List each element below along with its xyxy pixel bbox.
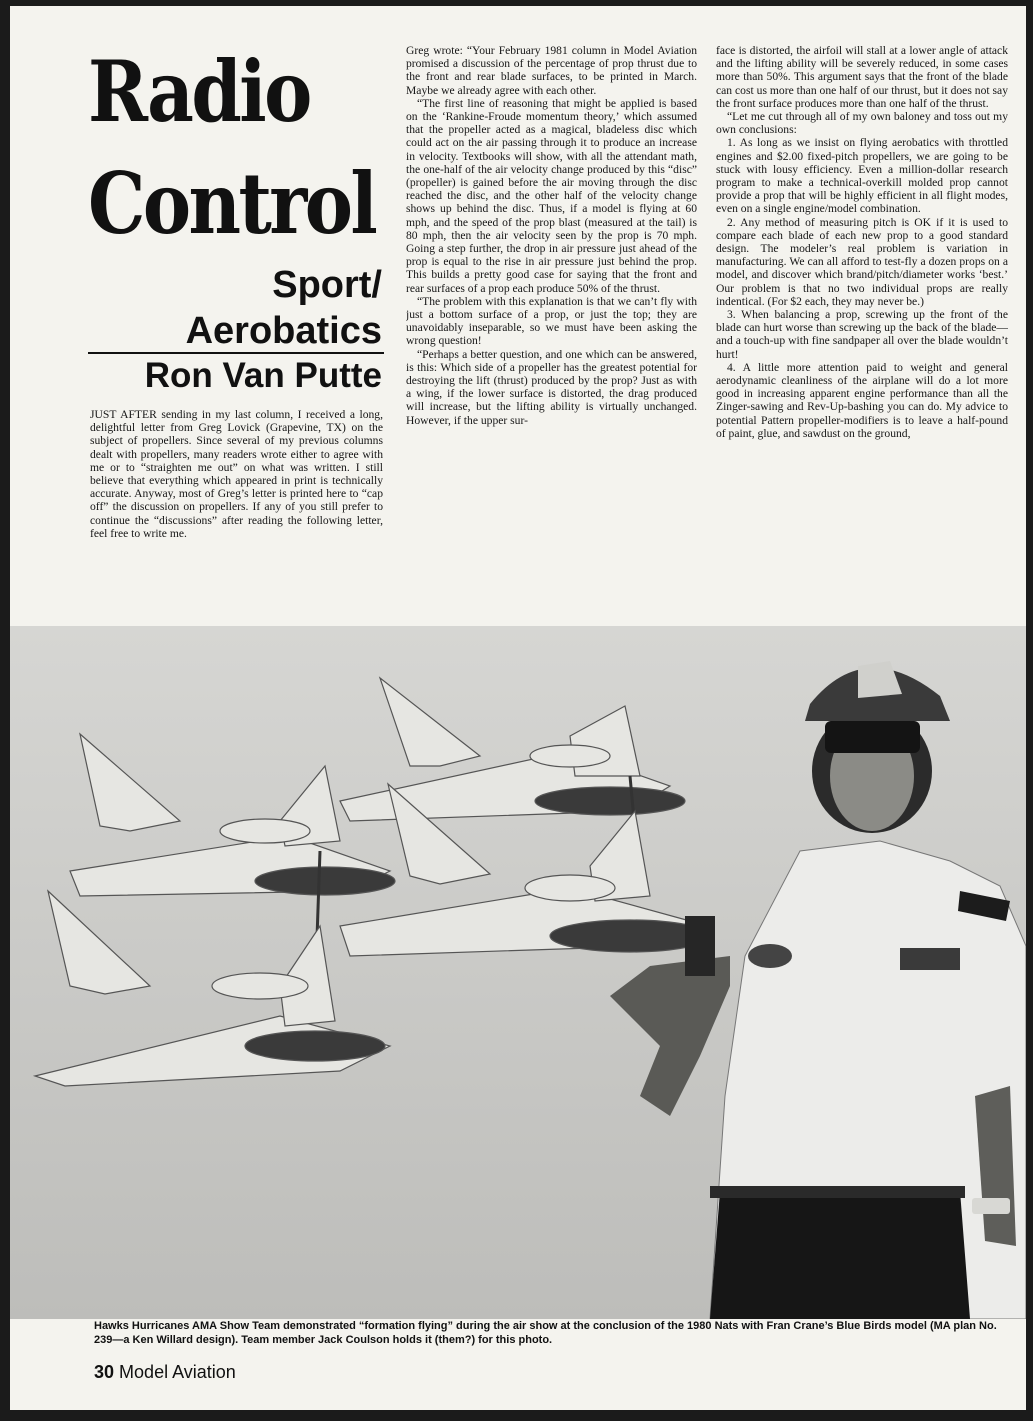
article-paragraph: 3. When balancing a prop, screwing up the front of the blade can hurt worse than screwing up the back of the blade—and a touch-up with fine sandpaper all over the blade wouldn’t hurt!: [716, 308, 1008, 361]
photo-caption: Hawks Hurricanes AMA Show Team demonstrated “formation flying” during the air show at the conclusion of the 1980 Nats with Fran Crane’s Blue Birds model (MA plan No. 239—a Ken Willard design). Team member Jack Coulson holds it (them?) for this photo.: [94, 1320, 997, 1346]
article-paragraph: “Let me cut through all of my own baloney and toss out my own conclusions:: [716, 110, 1008, 137]
page-footer: [94, 1362, 236, 1383]
article-paragraph: face is distorted, the airfoil will stall at a lower angle of attack and the lifting ability will be severely reduced, in some cases more than 50%. This argument says that the front of the blade can cost us more than one half of our thrust, but it does not say the front surface produces more than one half of the thrust.: [716, 44, 1008, 110]
article-column-2: [406, 44, 697, 622]
article-paragraph: “Perhaps a better question, and one which can be answered, is this: Which side of a propeller has the greatest potential for destroying the lift (thrust) produced by the prop? Just as with a wing, if the lower surface is distorted, the drag produced will increase, but the lifting ability is virtually unchanged. However, if the upper sur-: [406, 347, 697, 427]
title-divider: [88, 352, 384, 354]
article-photo: [10, 626, 1026, 1319]
magazine-page: [10, 6, 1026, 1410]
column-subtitle-line-1: Sport/: [272, 264, 382, 306]
column-subtitle-line-2: Aerobatics: [185, 310, 382, 352]
article-column-3: [716, 44, 1008, 622]
article-paragraph: JUST AFTER sending in my last column, I received a long, delightful letter from Greg Lovick (Grapevine, TX) on the subject of propellers. Since several of my previous columns dealt with propellers, many readers wrote either to agree with me or to “straighten me out” on what was written. I still believe that everything which appeared in print is technically accurate. Anyway, most of Greg’s letter is printed here to “cap off” the discussion on propellers. If any of you still prefer to continue the “discussions” after reading the following letter, feel free to write me.: [90, 408, 383, 540]
article-paragraph: “The problem with this explanation is that we can’t fly with just a bottom surface of a prop, or just the top; they are unavoidably inseparable, so we must have been asking the wrong question!: [406, 294, 697, 348]
article-paragraph: 4. A little more attention paid to weight and general aerodynamic cleanliness of the airplane will do a lot more good in increasing apparent engine performance than all the Zinger-sawing and Rev-Up-bashing you can do. My advice to potential Pattern propeller-modifiers is to leave a half-pound of paint, glue, and sawdust on the ground,: [716, 360, 1008, 440]
page-number: 30: [94, 1362, 115, 1382]
article-paragraph: 1. As long as we insist on flying aerobatics with throttled engines and $2.00 fixed-pitch propellers, we are going to be stuck with lousy efficiency. Even a million-dollar research program to make a technical-overkill molded prop cannot provide a prop that will be highly efficient in all flight modes, even on a single engine/model combination.: [716, 136, 1008, 216]
author-byline: Ron Van Putte: [144, 356, 382, 395]
column-title-line-1: Radio: [88, 42, 310, 141]
column-title-line-2: Control: [88, 154, 376, 253]
article-paragraph: Greg wrote: “Your February 1981 column in Model Aviation promised a discussion of the percentage of prop thrust due to the front and rear blade surfaces, to be printed in March. Maybe we already agree with each other.: [406, 44, 697, 97]
article-column-1: [90, 408, 383, 620]
magazine-name: Model Aviation: [119, 1362, 236, 1382]
article-paragraph: 2. Any method of measuring pitch is OK if it is used to compare each blade of each new prop to a good standard design. The modeler’s real problem is variation in manufacturing. We can all afford to test-fly a dozen props on a model, and discover which brand/pitch/diameter works ‘best.’ Our problem is that no two individual props are really indentical. (For $2 each, they may never be.): [716, 215, 1008, 308]
article-paragraph: “The first line of reasoning that might be applied is based on the ‘Rankine-Froude momentum theory,’ which assumed that the propeller acted as a magical, bladeless disc which could act on the air passing through it to produce an increase in velocity. Textbooks will show, with all the attendant math, the one-half of the air velocity change produced by this “disc” (propeller) is gained before the air moving through the disc reached the disc, and the other half of the velocity change shows up behind the disc. Thus, if a model is flying at 60 mph, and the speed of the prop blast (measured at the tail) is 80 mph, then the air velocity seen by the prop is 70 mph. Going a step further, the drop in air pressure just ahead of the prop is equal to the rise in air pressure just behind the prop. This builds a pretty good case for saying that the front and rear surfaces of a prop each produce 50% of the thrust.: [406, 96, 697, 295]
